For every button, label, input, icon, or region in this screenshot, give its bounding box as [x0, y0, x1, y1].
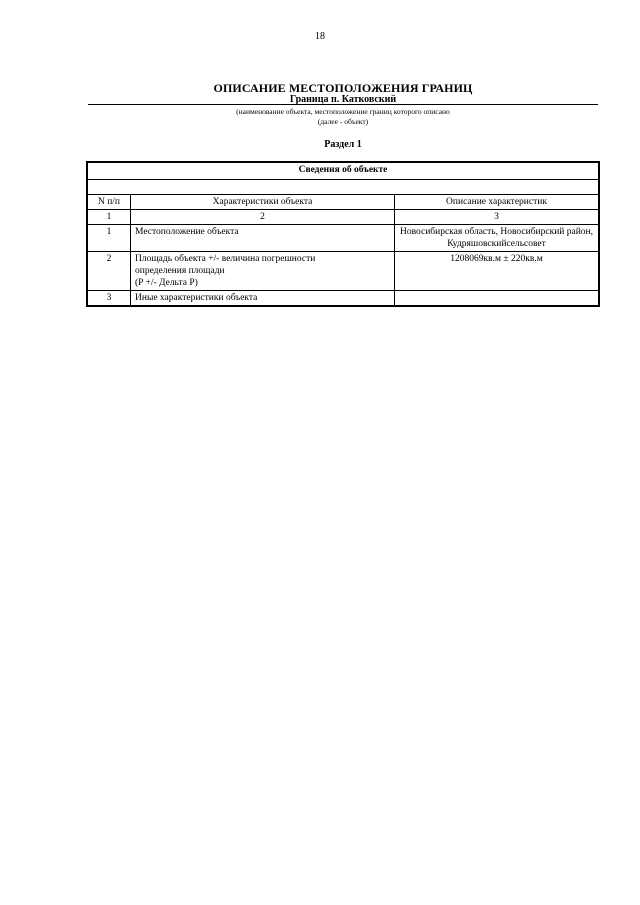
table-block-title: Сведения об объекте: [87, 162, 599, 180]
index-cell-2: 2: [131, 210, 395, 225]
table-row: [87, 252, 599, 291]
table-spacer-cell: [87, 180, 599, 195]
section-title: Раздел 1: [324, 139, 362, 150]
row-description: [395, 291, 600, 307]
index-cell-3: 3: [395, 210, 600, 225]
row-description: Новосибирская область, Новосибирский район, Кудряшовскийсельсовет: [395, 225, 600, 252]
page-number: 18: [315, 31, 325, 42]
table-row: [87, 225, 599, 252]
table-header-row: [87, 195, 599, 210]
object-info-table: [86, 161, 600, 307]
row-num: 3: [87, 291, 131, 307]
table-row: [87, 291, 599, 307]
row-description: 1208069кв.м ± 220кв.м: [395, 252, 600, 291]
document-title: ОПИСАНИЕ МЕСТОПОЛОЖЕНИЯ ГРАНИЦ: [213, 81, 473, 95]
row-characteristic-line: Площадь объекта +/- величина погрешности: [135, 254, 316, 264]
header-num: N п/п: [87, 195, 131, 210]
row-characteristic: Иные характеристики объекта: [131, 291, 395, 307]
row-characteristic: [131, 252, 395, 291]
row-characteristic-line: определения площади: [135, 266, 225, 276]
document-subtitle: Граница п. Катковский: [289, 94, 397, 105]
title-underline: [88, 104, 598, 105]
row-characteristic: Местоположение объекта: [131, 225, 395, 252]
index-cell-1: 1: [87, 210, 131, 225]
object-caption-line-1: (наименование объекта, местоположение границ которого описано: [236, 107, 450, 116]
row-characteristic-line: (P +/- Дельта P): [135, 278, 198, 288]
object-caption-line-2: (далее - объект): [317, 117, 369, 126]
row-num: 1: [87, 225, 131, 252]
header-characteristics: Характеристики объекта: [131, 195, 395, 210]
header-description: Описание характеристик: [395, 195, 600, 210]
table-spacer-row: [87, 180, 599, 195]
table-index-row: [87, 210, 599, 225]
table-title-row: [87, 162, 599, 180]
row-num: 2: [87, 252, 131, 291]
